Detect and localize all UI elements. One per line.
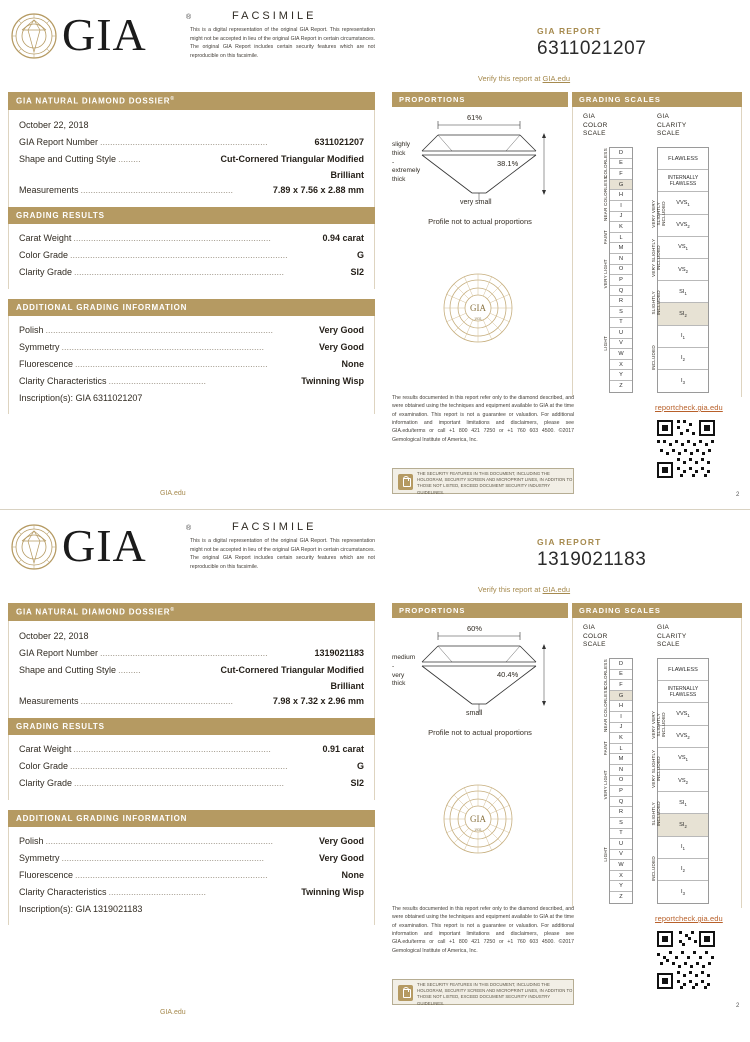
clarity-grade-cell: VS $_2$ <box>658 770 708 792</box>
gia-registered-mark: ® <box>186 525 192 532</box>
clarity-group-label: VERY SLIGHTLY INCLUDED <box>651 238 661 278</box>
depth-percentage: 38.1% <box>497 159 519 168</box>
color-grade-cell: X <box>610 360 632 371</box>
qr-code-2[interactable] <box>655 929 717 991</box>
gia-wordmark: GIA <box>62 9 147 60</box>
clarity-grade-cell: I $_3$ <box>681 377 685 385</box>
proportions-title-bar: PROPORTIONS <box>392 92 568 107</box>
dot-leader: ......... <box>118 153 141 164</box>
color-grade-cell: V <box>610 339 632 350</box>
clarity-grade-cell: SI $_1$ <box>658 281 708 303</box>
color-grade-cell: U <box>610 328 632 339</box>
value-clarity: SI2 <box>350 777 364 788</box>
row-color <box>19 758 364 775</box>
grading-scales-panel-1 <box>572 92 742 397</box>
color-grade-cell: X <box>610 871 632 882</box>
grading-results-body <box>8 224 375 289</box>
value-inscription: GIA 1319021183 <box>75 903 143 914</box>
color-grade-cell: T <box>610 318 632 329</box>
table-percentage: 60% <box>467 624 483 633</box>
page-number-1: 2 <box>736 492 740 498</box>
color-grade-cell: Y <box>610 881 632 892</box>
color-grade-cell: P <box>610 275 632 286</box>
row-measurements <box>19 182 364 199</box>
label-shape: Shape and Cutting Style <box>19 153 117 164</box>
dot-leader: ............................................................................. <box>75 358 268 369</box>
legal-text-2: The results documented in this report refer only to the diamond described, and were obtained using the techniques and equipment available to GIA at the time of examination. This report is not a guarantee or valuation. For additional information and important limitations and disclaimers, please see GIA.edu/terms or call +1 800 421 7250 or +1 760 603 4500. ©2017 Gemological Institute of America, Inc. <box>392 906 574 954</box>
label-fluorescence: Fluorescence <box>19 869 74 880</box>
color-grade-cell: D <box>610 148 632 159</box>
clarity-group-label: VERY VERY SLIGHTLY INCLUDED <box>651 710 666 739</box>
label-clarity-characteristics: Clarity Characteristics <box>19 886 107 897</box>
color-grade-cell: S <box>610 818 632 829</box>
color-grade-cell: I <box>610 201 632 212</box>
clarity-grade-cell: VVS $_1$ <box>658 703 708 725</box>
value-report-number: 6311021207 <box>314 136 364 147</box>
row-color <box>19 247 364 264</box>
additional-info-title-bar: ADDITIONAL GRADING INFORMATION <box>8 299 375 316</box>
report-header-1 <box>0 0 750 83</box>
grading-scales-title-bar: GRADING SCALES <box>572 92 742 107</box>
gia-seal-icon <box>10 12 58 60</box>
label-clarity-characteristics: Clarity Characteristics <box>19 375 107 386</box>
clarity-grade-cell: I $_2$ <box>658 348 708 370</box>
profile-note: Profile not to actual proportions <box>428 728 532 737</box>
legal-text-1: The results documented in this report refer only to the diamond described, and were obtained using the techniques and equipment available to GIA at the time of examination. This report is not a guarantee or valuation. For additional information and important limitations and disclaimers, please see GIA.edu/terms or call +1 800 421 7250 or +1 760 603 4500. ©2017 Gemological Institute of America, Inc. <box>392 395 574 443</box>
verify-link[interactable]: GIA.edu <box>542 585 571 594</box>
row-inscription <box>19 901 364 917</box>
color-grade-cell: U <box>610 839 632 850</box>
color-grade-cell: R <box>610 807 632 818</box>
culet-description: small <box>466 710 483 717</box>
value-clarity-characteristics: Twinning Wisp <box>301 886 364 897</box>
row-report-number <box>19 134 364 151</box>
grading-scales-panel-2 <box>572 603 742 908</box>
label-color: Color Grade <box>19 760 69 771</box>
color-group-label: COLORLESS <box>603 147 608 178</box>
value-color: G <box>356 249 364 260</box>
clarity-group-label: SLIGHTLY INCLUDED <box>651 800 661 826</box>
color-grade-cell: Y <box>610 370 632 381</box>
verify-report-line <box>424 585 624 594</box>
verify-link[interactable]: GIA.edu <box>542 74 571 83</box>
clarity-grade-cell: INTERNALLY FLAWLESS <box>658 170 708 192</box>
clarity-grade-cell: VS $_2$ <box>658 259 708 281</box>
proportions-panel-1 <box>392 92 568 321</box>
dot-leader: ................................................................... <box>100 136 268 147</box>
value-shape: Cut-Cornered Triangular Modified <box>220 153 364 164</box>
grading-results-body <box>8 735 375 800</box>
grading-results-title-bar: GRADING RESULTS <box>8 718 375 735</box>
facsimile-disclaimer: This is a digital representation of the original GIA Report. This representation might not be accepted in lieu of the original GIA Report in certain circumstances. The original GIA Report includes certain security features which are not reproducible on this facsimile. <box>190 27 375 59</box>
report-label: GIA REPORT <box>537 537 602 547</box>
color-grade-cell: H <box>610 190 632 201</box>
row-clarity-characteristics <box>19 884 364 901</box>
proportions-panel-2 <box>392 603 568 832</box>
row-clarity-characteristics <box>19 373 364 390</box>
color-grade-cell: D <box>610 659 632 670</box>
dossier-title-bar <box>8 92 375 110</box>
dossier-title-sup: ® <box>170 96 175 102</box>
gia-rosette-logo <box>442 783 514 855</box>
label-symmetry: Symmetry <box>19 341 60 352</box>
gia-registered-mark: ® <box>186 14 192 21</box>
row-carat <box>19 741 364 758</box>
report-header-2 <box>0 511 750 594</box>
report-number-value: 6311021207 <box>537 38 647 59</box>
page-number-2: 2 <box>736 1003 740 1009</box>
clarity-group-label: INCLUDED <box>651 856 656 882</box>
gia-edu-footer-1: GIA.edu <box>160 490 186 497</box>
color-grade-cell: N <box>610 254 632 265</box>
value-color: G <box>356 760 364 771</box>
report-date: October 22, 2018 <box>19 119 89 130</box>
scales-container-1 <box>572 107 742 397</box>
clarity-grade-cell: I $_2$ <box>658 859 708 881</box>
color-grade-cell: J <box>610 723 632 734</box>
value-carat: 0.94 carat <box>322 232 364 243</box>
dot-leader: ........................................................................................... <box>45 835 274 846</box>
report-date: October 22, 2018 <box>19 630 89 641</box>
svg-text:GIA: GIA <box>470 814 486 824</box>
gia-rosette-logo <box>442 272 514 344</box>
value-report-number: 1319021183 <box>314 647 364 658</box>
dot-leader: ....................................................................................... <box>70 760 288 771</box>
label-polish: Polish <box>19 324 44 335</box>
color-grade-cell: E <box>610 159 632 170</box>
value-symmetry: Very Good <box>318 852 364 863</box>
label-carat: Carat Weight <box>19 232 72 243</box>
gia-report-card-2 <box>0 511 750 1022</box>
value-polish: Very Good <box>318 835 364 846</box>
clarity-grade-cell: I $_3$ <box>681 888 685 896</box>
scales-container-2 <box>572 618 742 908</box>
lock-icon <box>398 474 413 490</box>
color-grade-cell: G <box>610 180 632 191</box>
label-carat: Carat Weight <box>19 743 72 754</box>
additional-info-body <box>8 827 375 925</box>
dot-leader: ......... <box>118 664 141 675</box>
color-grade-cell: Q <box>610 286 632 297</box>
label-fluorescence: Fluorescence <box>19 358 74 369</box>
color-grade-cell: O <box>610 265 632 276</box>
dot-leader: ................................................................................. <box>61 341 265 352</box>
dot-leader: ................................................................................. <box>61 852 265 863</box>
color-grade-cell: Q <box>610 797 632 808</box>
dossier-panel-2 <box>8 603 375 925</box>
clarity-scale-heading: GIA CLARITY SCALE <box>657 624 687 648</box>
color-grade-cell: R <box>610 296 632 307</box>
profile-note: Profile not to actual proportions <box>428 217 532 226</box>
color-grade-cell: M <box>610 754 632 765</box>
proportions-diagram <box>392 618 568 726</box>
value-clarity: SI2 <box>350 266 364 277</box>
label-clarity: Clarity Grade <box>19 266 73 277</box>
label-report-number: GIA Report Number <box>19 647 99 658</box>
value-measurements: 7.89 x 7.56 x 2.88 mm <box>272 184 364 195</box>
color-grade-cell: L <box>610 233 632 244</box>
security-features-box-2 <box>392 979 574 1005</box>
color-grade-cell: Z <box>619 894 623 901</box>
clarity-grade-cell: SI $_2$ <box>658 303 708 325</box>
facsimile-title: FACSIMILE <box>232 521 317 533</box>
color-grade-scale <box>609 658 633 904</box>
additional-info-body <box>8 316 375 414</box>
color-grade-cell: V <box>610 850 632 861</box>
color-group-label: FAINT <box>603 230 608 245</box>
color-grade-cell: J <box>610 212 632 223</box>
clarity-grade-cell: SI $_1$ <box>658 792 708 814</box>
dossier-body <box>8 621 375 718</box>
girdle-description: medium - very thick <box>392 654 416 688</box>
color-scale-heading: GIA COLOR SCALE <box>583 113 608 137</box>
reportcheck-link-2[interactable]: reportcheck.gia.edu <box>655 914 723 923</box>
clarity-group-label: VERY VERY SLIGHTLY INCLUDED <box>651 199 666 228</box>
dot-leader: ....................................................................................... <box>70 249 288 260</box>
value-symmetry: Very Good <box>318 341 364 352</box>
value-shape-line2: Brilliant <box>330 680 364 691</box>
clarity-grade-cell: VVS $_1$ <box>658 192 708 214</box>
row-clarity <box>19 264 364 281</box>
row-shape <box>19 151 364 168</box>
row-fluorescence <box>19 867 364 884</box>
dossier-title: GIA NATURAL DIAMOND DOSSIER <box>16 607 171 617</box>
value-clarity-characteristics: Twinning Wisp <box>301 375 364 386</box>
clarity-grade-cell: FLAWLESS <box>658 659 708 681</box>
proportions-diagram <box>392 107 568 215</box>
grading-scales-title-bar: GRADING SCALES <box>572 603 742 618</box>
value-shape: Cut-Cornered Triangular Modified <box>220 664 364 675</box>
row-shape <box>19 662 364 679</box>
additional-info-title-bar: ADDITIONAL GRADING INFORMATION <box>8 810 375 827</box>
security-features-box-1 <box>392 468 574 494</box>
clarity-grade-cell: VS $_1$ <box>658 748 708 770</box>
color-grade-cell: T <box>610 829 632 840</box>
table-percentage: 61% <box>467 113 483 122</box>
proportions-title-bar: PROPORTIONS <box>392 603 568 618</box>
color-grade-cell: O <box>610 776 632 787</box>
dot-leader: ............................................................. <box>80 695 234 706</box>
dot-leader: ....................................... <box>108 375 207 386</box>
clarity-grade-cell: I $_1$ <box>658 326 708 348</box>
clarity-scale-heading: GIA CLARITY SCALE <box>657 113 687 137</box>
color-grade-cell: Z <box>619 383 623 390</box>
label-color: Color Grade <box>19 249 69 260</box>
depth-percentage: 40.4% <box>497 670 519 679</box>
color-group-label: NEAR COLORLESS <box>603 176 608 222</box>
security-features-text: THE SECURITY FEATURES IN THIS DOCUMENT, INCLUDING THE HOLOGRAM, SECURITY SCREEN AND MICROPRINT LINES, IN ADDITION TO THOSE NOT LISTED, EXCEED DOCUMENT SECURITY INDUSTRY GUIDELINES. <box>417 982 573 1006</box>
color-group-label: LIGHT <box>603 846 608 862</box>
gia-report-card-1 <box>0 0 750 511</box>
dot-leader: .................................................................................... <box>74 266 285 277</box>
verify-report-line <box>424 74 624 83</box>
clarity-grade-cell: SI $_2$ <box>658 814 708 836</box>
value-fluorescence: None <box>341 358 364 369</box>
row-symmetry <box>19 339 364 356</box>
color-scale-heading: GIA COLOR SCALE <box>583 624 608 648</box>
dot-leader: ............................................................. <box>80 184 234 195</box>
label-inscription: Inscription(s): <box>19 903 74 914</box>
dossier-body <box>8 110 375 207</box>
row-fluorescence <box>19 356 364 373</box>
value-fluorescence: None <box>341 869 364 880</box>
value-polish: Very Good <box>318 324 364 335</box>
dot-leader: ................................................................... <box>100 647 268 658</box>
dot-leader: ............................................................................. <box>75 869 268 880</box>
label-symmetry: Symmetry <box>19 852 60 863</box>
color-grade-cell: P <box>610 786 632 797</box>
value-inscription: GIA 6311021207 <box>75 392 143 403</box>
facsimile-title: FACSIMILE <box>232 10 317 22</box>
clarity-group-label: VERY SLIGHTLY INCLUDED <box>651 749 661 789</box>
dot-leader: .................................................................................... <box>74 777 285 788</box>
qr-code-1[interactable] <box>655 418 717 480</box>
clarity-grade-scale <box>657 658 709 904</box>
value-carat: 0.91 carat <box>322 743 364 754</box>
dot-leader: ........................................................................................... <box>45 324 274 335</box>
clarity-grade-cell: FLAWLESS <box>658 148 708 170</box>
row-symmetry <box>19 850 364 867</box>
clarity-grade-cell: I $_1$ <box>658 837 708 859</box>
facsimile-disclaimer: This is a digital representation of the original GIA Report. This representation might not be accepted in lieu of the original GIA Report in certain circumstances. The original GIA Report includes certain security features which are not reproducible on this facsimile. <box>190 538 375 570</box>
color-group-label: VERY LIGHT <box>603 770 608 800</box>
svg-text:GIA: GIA <box>470 303 486 313</box>
gia-seal-icon <box>10 523 58 571</box>
color-group-label: FAINT <box>603 741 608 756</box>
clarity-grade-scale <box>657 147 709 393</box>
color-grade-cell: I <box>610 712 632 723</box>
gia-wordmark: GIA <box>62 520 147 571</box>
color-grade-cell: F <box>610 169 632 180</box>
color-grade-scale <box>609 147 633 393</box>
label-report-number: GIA Report Number <box>19 136 99 147</box>
label-shape: Shape and Cutting Style <box>19 664 117 675</box>
label-measurements: Measurements <box>19 695 79 706</box>
culet-description: very small <box>460 199 492 206</box>
clarity-grade-cell: VVS $_2$ <box>658 215 708 237</box>
color-grade-cell: H <box>610 701 632 712</box>
label-inscription: Inscription(s): <box>19 392 74 403</box>
color-group-label: COLORLESS <box>603 658 608 689</box>
row-report-number <box>19 645 364 662</box>
row-carat <box>19 230 364 247</box>
clarity-group-label: SLIGHTLY INCLUDED <box>651 289 661 315</box>
svg-text:1931: 1931 <box>474 828 482 832</box>
svg-text:1931: 1931 <box>474 317 482 321</box>
dot-leader: ............................................................................... <box>73 232 271 243</box>
row-measurements <box>19 693 364 710</box>
label-polish: Polish <box>19 835 44 846</box>
report-number-value: 1319021183 <box>537 549 647 570</box>
color-grade-cell: W <box>610 349 632 360</box>
grading-results-title-bar: GRADING RESULTS <box>8 207 375 224</box>
color-group-label: NEAR COLORLESS <box>603 687 608 733</box>
page-divider <box>0 509 750 510</box>
girdle-description: slighly thick - extremely thick <box>392 141 421 184</box>
dot-leader: ............................................................................... <box>73 743 271 754</box>
verify-prefix: Verify this report at <box>477 74 543 83</box>
dossier-title-sup: ® <box>170 607 175 613</box>
row-clarity <box>19 775 364 792</box>
security-features-text: THE SECURITY FEATURES IN THIS DOCUMENT, INCLUDING THE HOLOGRAM, SECURITY SCREEN AND MICROPRINT LINES, IN ADDITION TO THOSE NOT LISTED, EXCEED DOCUMENT SECURITY INDUSTRY GUIDELINES. <box>417 471 573 495</box>
dot-leader: ....................................... <box>108 886 207 897</box>
color-grade-cell: K <box>610 733 632 744</box>
color-group-label: LIGHT <box>603 335 608 351</box>
clarity-grade-cell: VS $_1$ <box>658 237 708 259</box>
color-grade-cell: L <box>610 744 632 755</box>
row-polish <box>19 322 364 339</box>
value-shape-line2: Brilliant <box>330 169 364 180</box>
label-measurements: Measurements <box>19 184 79 195</box>
value-measurements: 7.98 x 7.32 x 2.96 mm <box>272 695 364 706</box>
color-grade-cell: M <box>610 243 632 254</box>
label-clarity: Clarity Grade <box>19 777 73 788</box>
color-grade-cell: S <box>610 307 632 318</box>
row-inscription <box>19 390 364 406</box>
color-grade-cell: N <box>610 765 632 776</box>
color-grade-cell: E <box>610 670 632 681</box>
verify-prefix: Verify this report at <box>477 585 543 594</box>
dossier-panel-1 <box>8 92 375 414</box>
color-grade-cell: F <box>610 680 632 691</box>
row-polish <box>19 833 364 850</box>
report-label: GIA REPORT <box>537 26 602 36</box>
color-group-label: VERY LIGHT <box>603 259 608 289</box>
lock-icon <box>398 985 413 1001</box>
color-grade-cell: W <box>610 860 632 871</box>
gia-edu-footer-2: GIA.edu <box>160 1009 186 1016</box>
clarity-grade-cell: VVS $_2$ <box>658 726 708 748</box>
reportcheck-link-1[interactable]: reportcheck.gia.edu <box>655 403 723 412</box>
color-grade-cell: G <box>610 691 632 702</box>
dossier-title: GIA NATURAL DIAMOND DOSSIER <box>16 96 171 106</box>
dossier-title-bar <box>8 603 375 621</box>
clarity-group-label: INCLUDED <box>651 345 656 371</box>
clarity-grade-cell: INTERNALLY FLAWLESS <box>658 681 708 703</box>
color-grade-cell: K <box>610 222 632 233</box>
